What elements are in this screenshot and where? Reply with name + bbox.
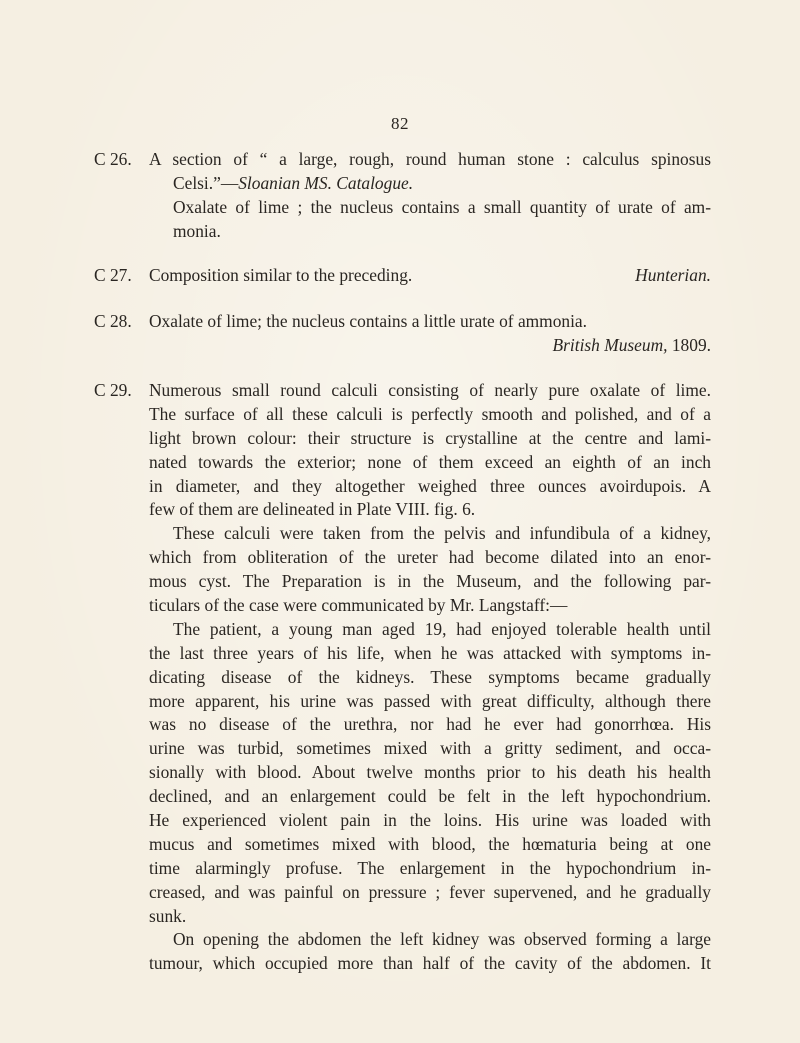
text-line: monia.: [173, 220, 221, 241]
entry-c27: [94, 264, 711, 288]
text-line: urine was turbid, sometimes mixed with a gritty sediment, and occa-: [149, 738, 711, 759]
text-line: Numerous small round calculi consisting of nearly pure oxalate of lime.: [149, 380, 711, 400]
text-line: [149, 264, 711, 288]
text-line: which from obliteration of the ureter had become dilated into an enor-: [149, 547, 711, 568]
text-line: [149, 334, 711, 358]
text-line: On opening the abdomen the left kidney was observed forming a large: [173, 929, 711, 950]
text-line: sionally with blood. About twelve months prior to his death his health: [149, 762, 711, 783]
entry-c29: [94, 379, 711, 976]
source-year: 1809.: [671, 334, 711, 355]
text-line: in diameter, and they altogether weighed three ounces avoirdupois. A: [149, 475, 711, 496]
source-citation: British Museum,: [552, 334, 668, 355]
text-line: mucus and sometimes mixed with blood, the hœmaturia being at one: [149, 833, 711, 854]
text-line: dicating disease of the kidneys. These symptoms became gradually: [149, 666, 711, 687]
text-line: tumour, which occupied more than half of the cavity of the abdomen. It: [149, 953, 711, 974]
text-line: Celsi.”—Sloanian MS. Catalogue.: [173, 172, 414, 193]
text-line: Oxalate of lime ; the nucleus contains a small quantity of urate of am-: [173, 196, 711, 217]
text-line: The surface of all these calculi is perfectly smooth and polished, and of a: [149, 403, 711, 424]
text-line: was no disease of the urethra, nor had he ever had gonorrhœa. His: [149, 714, 711, 735]
text-line: sunk.: [149, 905, 187, 926]
source-citation: Hunterian.: [635, 265, 711, 285]
entry-label: C 26.: [94, 149, 132, 169]
entry-c26: [94, 148, 711, 244]
text-line: the last three years of his life, when he was attacked with symptoms in-: [149, 642, 711, 663]
text-line: ticulars of the case were communicated by Mr. Langstaff:—: [149, 595, 568, 616]
text-line: These calculi were taken from the pelvis and infundibula of a kidney,: [173, 523, 711, 544]
text-line: The patient, a young man aged 19, had enjoyed tolerable health until: [173, 618, 711, 639]
page-number: 82: [391, 114, 409, 133]
text-line: declined, and an enlargement could be felt in the left hypochondrium.: [149, 786, 711, 807]
text-line: few of them are delineated in Plate VIII. fig. 6.: [149, 499, 476, 520]
text-line: light brown colour: their structure is crystalline at the centre and lami-: [149, 427, 711, 448]
text-line: A section of “ a large, rough, round human stone : calculus spinosus: [149, 149, 711, 169]
text-line: more apparent, his urine was passed with great difficulty, although there: [149, 690, 711, 711]
entry-label: C 29.: [94, 380, 132, 400]
entry-c28: [94, 310, 711, 358]
entry-text: Oxalate of lime; the nucleus contains a little urate of ammonia.: [149, 311, 588, 331]
text-line: time alarmingly profuse. The enlargement in the hypochondrium in-: [149, 857, 711, 878]
entry-label: C 28.: [94, 311, 132, 331]
text-line: He experienced violent pain in the loins. His urine was loaded with: [149, 810, 711, 831]
source-citation: Sloanian MS. Catalogue.: [238, 172, 414, 193]
text-line: mous cyst. The Preparation is in the Museum, and the following par-: [149, 571, 711, 592]
entry-text: Composition similar to the preceding.: [149, 265, 413, 285]
text-line: nated towards the exterior; none of them exceed an eighth of an inch: [149, 451, 711, 472]
entry-label: C 27.: [94, 265, 132, 285]
text-line: creased, and was painful on pressure ; fever supervened, and he gradually: [149, 881, 711, 902]
